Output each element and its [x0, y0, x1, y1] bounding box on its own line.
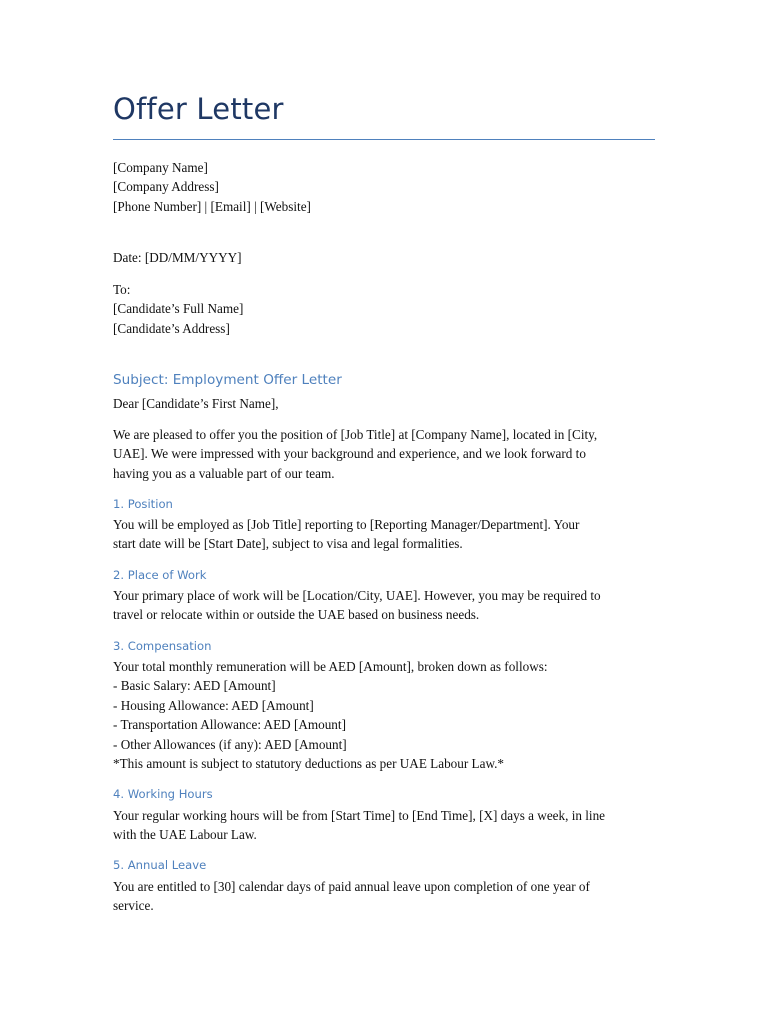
section-line: *This amount is subject to statutory deductions as per UAE Labour Law.* [113, 756, 505, 772]
section-line: You will be employed as [Job Title] reporting to [Reporting Manager/Department]. Your [113, 517, 580, 532]
recipient-address-line: [Candidate’s Address] [113, 320, 230, 336]
date-block [113, 248, 655, 267]
salutation-line: Dear [Candidate’s First Name], [113, 396, 279, 411]
section-body-position [113, 515, 655, 554]
subject-heading: Subject: Employment Offer Letter [113, 372, 342, 388]
section-body-compensation [113, 657, 655, 773]
section-line: travel or relocate within or outside the UAE based on business needs. [113, 607, 480, 623]
section-line: - Housing Allowance: AED [Amount] [113, 697, 314, 713]
recipient-to-line: To: [113, 282, 131, 297]
section-line: Your total monthly remuneration will be AED [Amount], broken down as follows: [113, 659, 548, 674]
intro-line: UAE]. We were impressed with your background and experience, and we look forward to [113, 446, 586, 462]
section-line: - Transportation Allowance: AED [Amount] [113, 717, 346, 733]
section-heading-annual-leave: 5. Annual Leave [113, 858, 207, 872]
company-contact-line: [Phone Number] | [Email] | [Website] [113, 198, 311, 214]
salutation [113, 394, 655, 413]
intro-line: We are pleased to offer you the position of [Job Title] at [Company Name], located in [City, [113, 427, 598, 442]
company-name-line: [Company Name] [113, 160, 208, 175]
company-address-line: [Company Address] [113, 179, 219, 195]
section-line: start date will be [Start Date], subject to visa and legal formalities. [113, 536, 463, 552]
section-line: Your primary place of work will be [Location/City, UAE]. However, you may be required to [113, 588, 601, 603]
section-line: with the UAE Labour Law. [113, 827, 257, 843]
intro-paragraph [113, 425, 655, 483]
recipient-name-line: [Candidate’s Full Name] [113, 301, 244, 317]
company-details [113, 158, 655, 216]
section-heading-working-hours: 4. Working Hours [113, 787, 213, 801]
date-line: Date: [DD/MM/YYYY] [113, 250, 242, 265]
document-title: Offer Letter [113, 92, 284, 126]
section-line: service. [113, 898, 154, 914]
section-line: You are entitled to [30] calendar days of paid annual leave upon completion of one year of [113, 879, 590, 894]
section-body-working-hours [113, 806, 655, 845]
section-line: - Other Allowances (if any): AED [Amount] [113, 736, 347, 752]
section-line: - Basic Salary: AED [Amount] [113, 678, 276, 694]
section-heading-position: 1. Position [113, 497, 173, 511]
section-body-place-of-work [113, 586, 655, 625]
intro-line: having you as a valuable part of our team. [113, 465, 335, 481]
recipient-block [113, 280, 655, 338]
section-heading-compensation: 3. Compensation [113, 639, 212, 653]
section-line: Your regular working hours will be from [Start Time] to [End Time], [X] days a week, in line [113, 808, 606, 823]
section-body-annual-leave [113, 877, 655, 916]
title-underline [113, 139, 655, 140]
section-heading-place-of-work: 2. Place of Work [113, 568, 207, 582]
